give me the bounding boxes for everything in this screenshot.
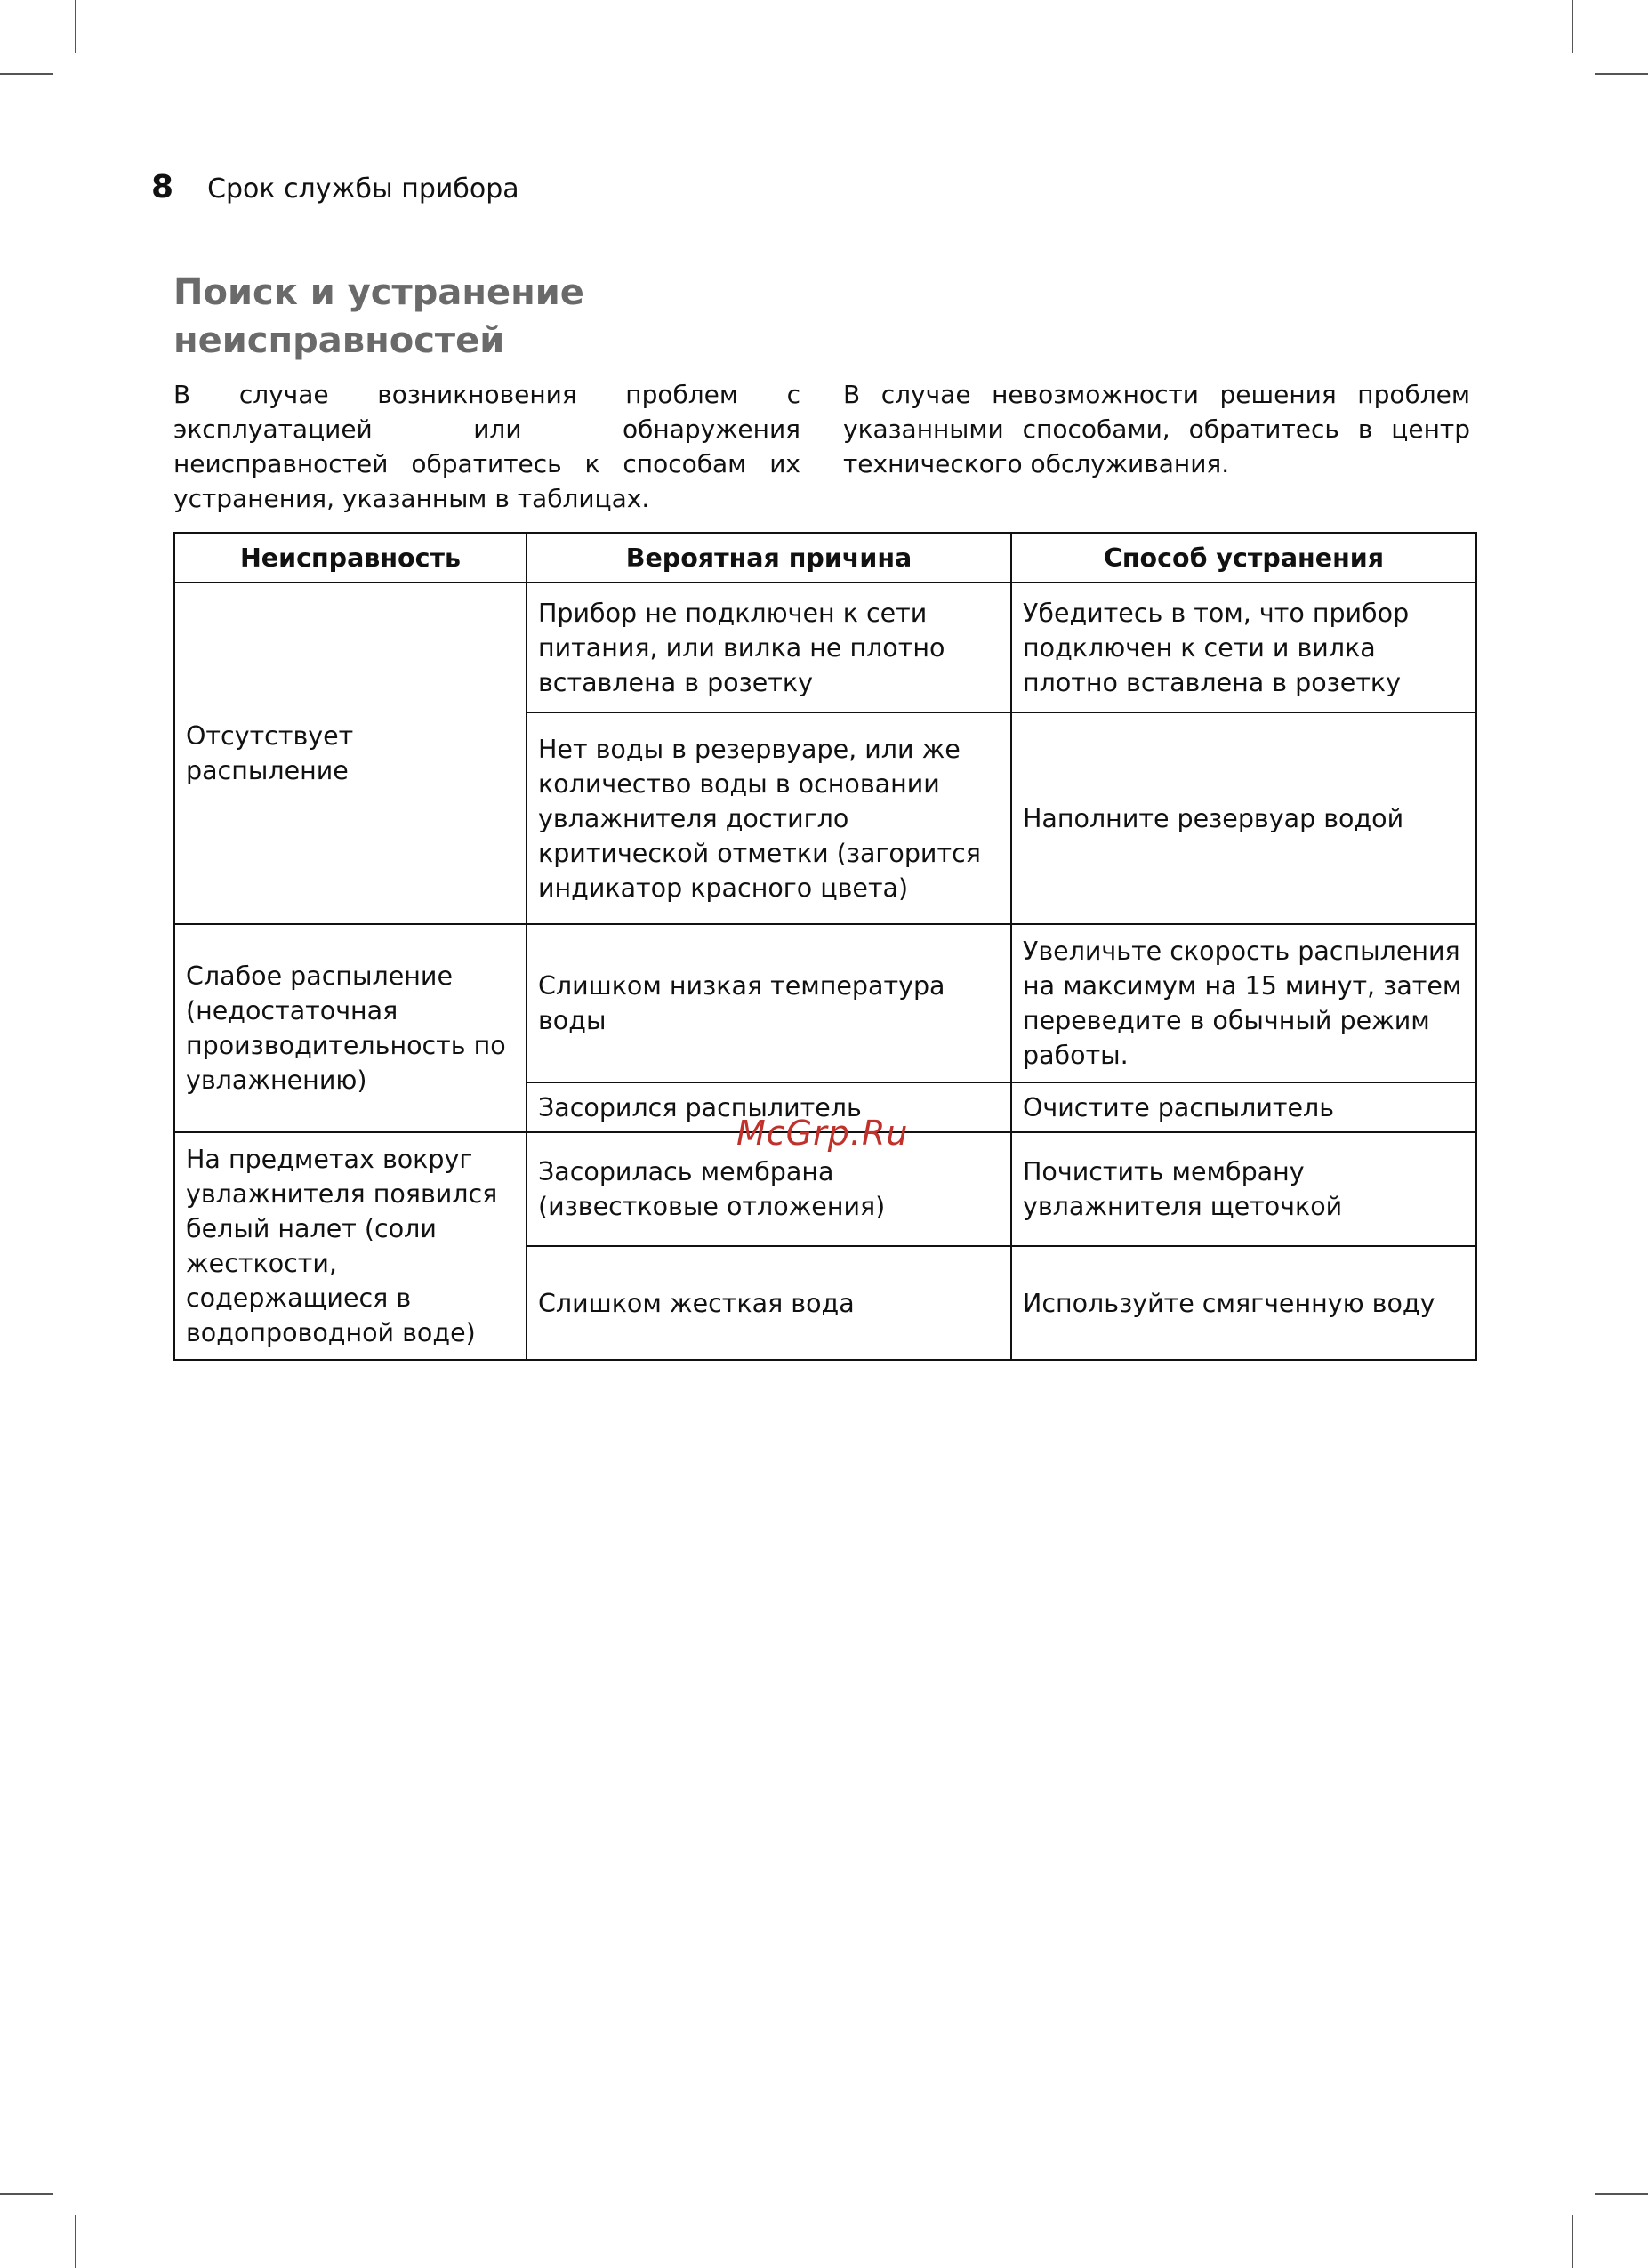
cause-cell: Прибор не подключен к сети питания, или вилка не плотно вставлена в розетку <box>527 583 1011 712</box>
crop-mark <box>0 73 53 75</box>
section-title-line: Поиск и устранение <box>173 272 584 313</box>
crop-mark <box>1572 0 1573 53</box>
problem-cell: На предметах вокруг увлажнителя появился белый налет (соли жесткости, содержащиеся в водопроводной воде) <box>174 1132 527 1360</box>
table-header-row <box>174 533 1476 583</box>
solution-cell: Используйте смягченную воду <box>1011 1246 1476 1360</box>
table-row <box>174 924 1476 1082</box>
page-header <box>151 169 519 205</box>
cause-cell: Слишком жесткая вода <box>527 1246 1011 1360</box>
intro-paragraph-left: В случае возникновения проблем с эксплуатацией или обнаружения неисправностей обратитесь к способам их устранения, указанным в таблицах. <box>173 380 800 513</box>
table-row <box>174 583 1476 712</box>
crop-mark <box>1595 73 1648 75</box>
solution-cell: Убедитесь в том, что прибор подключен к сети и вилка плотно вставлена в розетку <box>1011 583 1476 712</box>
solution-cell: Почистить мембрану увлажнителя щеточкой <box>1011 1132 1476 1246</box>
cause-cell: Слишком низкая температура воды <box>527 924 1011 1082</box>
solution-cell: Наполните резервуар водой <box>1011 712 1476 924</box>
cause-cell: Нет воды в резервуаре, или же количество воды в основании увлажнителя достигло критической отметки (загорится индикатор красного цвета) <box>527 712 1011 924</box>
solution-cell: Очистите распылитель <box>1011 1082 1476 1132</box>
cause-cell: Засорилась мембрана (известковые отложения) <box>527 1132 1011 1246</box>
problem-cell: Отсутствует распыление <box>174 583 527 924</box>
crop-mark <box>75 2215 76 2268</box>
watermark: McGrp.Ru <box>736 1114 909 1153</box>
solution-cell: Увеличьте скорость распыления на максимум на 15 минут, затем переведите в обычный режим работы. <box>1011 924 1476 1082</box>
running-title: Срок службы прибора <box>207 173 519 205</box>
column-header-solution: Способ устранения <box>1011 533 1476 583</box>
section-title-line: неисправностей <box>173 320 505 361</box>
crop-mark <box>75 0 76 53</box>
column-header-problem: Неисправность <box>174 533 527 583</box>
problem-cell: Слабое распыление (недостаточная производительность по увлажнению) <box>174 924 527 1132</box>
column-header-cause: Вероятная причина <box>527 533 1011 583</box>
intro-paragraph-right: В случае невозможности решения проблем указанными способами, обратитесь в центр технического обслуживания. <box>843 380 1470 479</box>
crop-mark <box>1572 2215 1573 2268</box>
page-number: 8 <box>151 169 174 205</box>
cause-cell: Засорился распылитель <box>527 1082 1011 1132</box>
crop-mark <box>1595 2193 1648 2195</box>
troubleshooting-table <box>173 532 1475 1361</box>
section-title <box>173 269 796 365</box>
crop-mark <box>0 2193 53 2195</box>
